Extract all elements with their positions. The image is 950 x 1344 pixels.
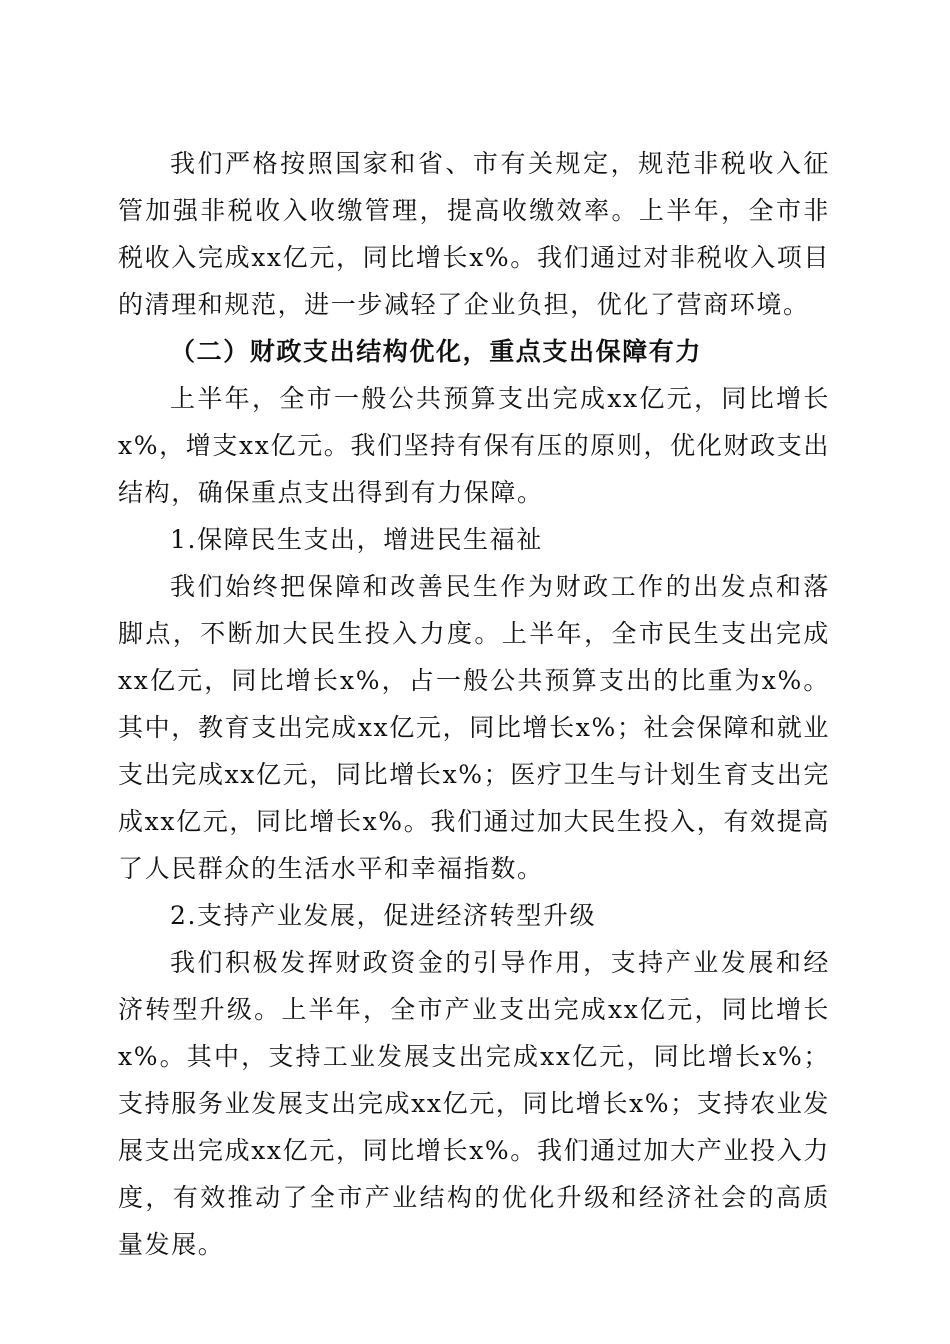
subheading-industry: 2.支持产业发展，促进经济转型升级 [170, 901, 597, 930]
paragraph-industry: 我们积极发挥财政资金的引导作用，支持产业发展和经济转型升级。上半年，全市产业支出完成xx亿元，同比增长x%。其中，支持工业发展支出完成xx亿元，同比增长x%；支持服务业发展支出完成xx亿元，同比增长x%；支持农业发展支出完成xx亿元，同比增长x%。我们通过加大产业投入力度，有效推动了全市产业结构的优化升级和经济社会的高质量发展。 [118, 948, 830, 1259]
paragraph-non-tax-revenue: 我们严格按照国家和省、市有关规定，规范非税收入征管加强非税收入收缴管理，提高收缴效率。上半年，全市非税收入完成xx亿元，同比增长x%。我们通过对非税收入项目的清理和规范，进一步减轻了企业负担，优化了营商环境。 [118, 149, 830, 319]
paragraph-expenditure-summary: 上半年，全市一般公共预算支出完成xx亿元，同比增长x%，增支xx亿元。我们坚持有保有压的原则，优化财政支出结构，确保重点支出得到有力保障。 [118, 384, 830, 507]
paragraph-livelihood: 我们始终把保障和改善民生作为财政工作的出发点和落脚点，不断加大民生投入力度。上半年，全市民生支出完成xx亿元，同比增长x%，占一般公共预算支出的比重为x%。其中，教育支出完成xx亿元，同比增长x%；社会保障和就业支出完成xx亿元，同比增长x%；医疗卫生与计划生育支出完成xx亿元，同比增长x%。我们通过加大民生投入，有效提高了人民群众的生活水平和幸福指数。 [118, 572, 830, 883]
section-heading-expenditure: （二）财政支出结构优化，重点支出保障有力 [170, 337, 703, 366]
document-body [118, 140, 830, 1268]
subheading-livelihood: 1.保障民生支出，增进民生福祉 [170, 525, 543, 554]
